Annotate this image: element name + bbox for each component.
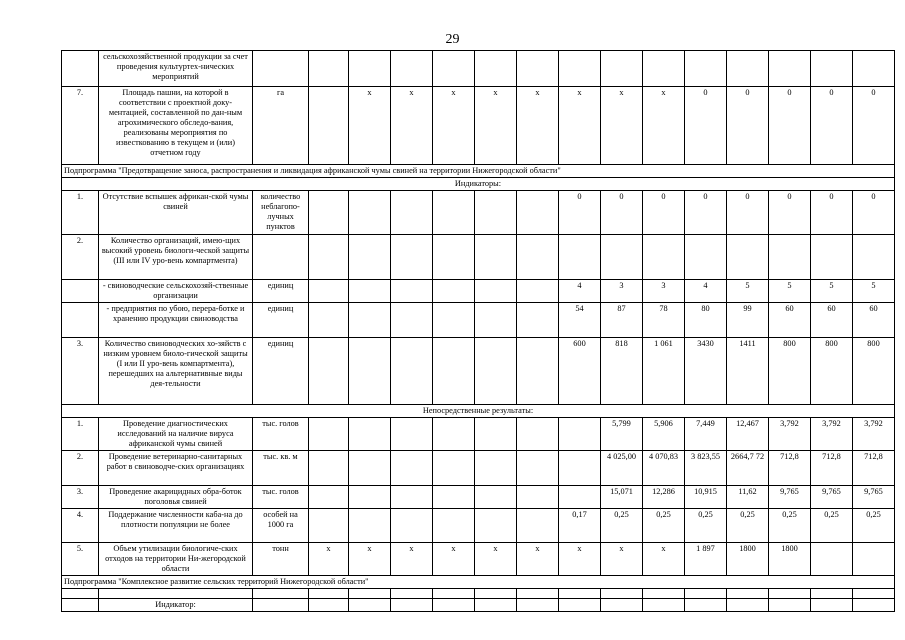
row-number-cell: 5. [62, 542, 99, 575]
value-cell: 712,8 [853, 450, 895, 485]
value-cell [685, 51, 727, 87]
indicator-name-cell: - свиноводческие сельскохозяй-ственные организации [99, 279, 253, 302]
value-cell: 1800 [727, 542, 769, 575]
value-cell: х [391, 542, 433, 575]
value-cell: х [349, 87, 391, 165]
value-cell [309, 508, 349, 542]
value-cell [475, 302, 517, 337]
value-cell: х [559, 87, 601, 165]
value-cell [309, 51, 349, 87]
value-cell: 0,25 [601, 508, 643, 542]
value-cell: 1 897 [685, 542, 727, 575]
value-cell [769, 598, 811, 611]
value-cell [309, 450, 349, 485]
value-cell [853, 51, 895, 87]
value-cell [685, 598, 727, 611]
value-cell: 9,765 [769, 485, 811, 508]
subprogram-heading: Подпрограмма "Предотвращение заноса, распространения и ликвидация африканской чумы свиней на территории Нижегородской области" [62, 165, 895, 178]
value-cell: 0 [811, 190, 853, 234]
value-cell: 0 [769, 190, 811, 234]
value-cell [811, 234, 853, 279]
value-cell [391, 485, 433, 508]
table-cell [853, 588, 895, 598]
value-cell: х [349, 542, 391, 575]
value-cell: 800 [811, 337, 853, 404]
value-cell [309, 234, 349, 279]
value-cell [349, 337, 391, 404]
indicator-name-cell: Проведение диагностических исследований на наличие вируса африканской чумы свиней [99, 417, 253, 450]
unit-cell: га [253, 87, 309, 165]
value-cell [853, 542, 895, 575]
value-cell [309, 279, 349, 302]
value-cell: 0,17 [559, 508, 601, 542]
indicator-name-cell: - предприятия по убою, перера-ботке и хранению продукции свиноводства [99, 302, 253, 337]
table-row [62, 279, 895, 302]
value-cell: 4 [685, 279, 727, 302]
table-cell [559, 588, 601, 598]
value-cell [433, 279, 475, 302]
value-cell [433, 337, 475, 404]
value-cell [601, 234, 643, 279]
value-cell [727, 234, 769, 279]
value-cell [811, 51, 853, 87]
value-cell: х [601, 542, 643, 575]
value-cell [853, 234, 895, 279]
value-cell [643, 234, 685, 279]
value-cell [517, 190, 559, 234]
table-cell [391, 588, 433, 598]
value-cell: 0 [769, 87, 811, 165]
table-cell [309, 588, 349, 598]
section-heading: Индикаторы: [62, 177, 895, 190]
value-cell: 0,25 [643, 508, 685, 542]
value-cell: 0,25 [685, 508, 727, 542]
value-cell [475, 337, 517, 404]
unit-cell: особей на 1000 га [253, 508, 309, 542]
table-row [62, 508, 895, 542]
value-cell: 3,792 [853, 417, 895, 450]
value-cell: 80 [685, 302, 727, 337]
table-cell [811, 588, 853, 598]
value-cell: 800 [769, 337, 811, 404]
value-cell: х [559, 542, 601, 575]
value-cell [391, 598, 433, 611]
value-cell [559, 417, 601, 450]
value-cell [517, 234, 559, 279]
indicator-name-cell: Отсутствие вспышек африкан-ской чумы свиней [99, 190, 253, 234]
value-cell [433, 485, 475, 508]
value-cell: 60 [853, 302, 895, 337]
value-cell: 4 [559, 279, 601, 302]
value-cell [433, 190, 475, 234]
value-cell: 12,467 [727, 417, 769, 450]
value-cell [349, 51, 391, 87]
value-cell: 712,8 [769, 450, 811, 485]
value-cell [517, 450, 559, 485]
value-cell: 712,8 [811, 450, 853, 485]
value-cell [433, 234, 475, 279]
value-cell [391, 337, 433, 404]
value-cell [475, 190, 517, 234]
value-cell [309, 190, 349, 234]
value-cell: х [433, 87, 475, 165]
value-cell: 11,62 [727, 485, 769, 508]
value-cell: 600 [559, 337, 601, 404]
value-cell: 99 [727, 302, 769, 337]
table-row [62, 302, 895, 337]
value-cell: 3 [643, 279, 685, 302]
subprogram-heading: Подпрограмма "Комплексное развитие сельских территорий Нижегородской области" [62, 575, 895, 588]
value-cell [433, 51, 475, 87]
value-cell: 818 [601, 337, 643, 404]
value-cell [349, 279, 391, 302]
table-row [62, 337, 895, 404]
value-cell: 0 [685, 87, 727, 165]
value-cell: 0,25 [769, 508, 811, 542]
row-number-cell [62, 51, 99, 87]
indicator-name-cell: Количество организаций, имею-щих высокий уровень биологи-ческой защиты (III или IV уро-вень компартмента) [99, 234, 253, 279]
value-cell [727, 598, 769, 611]
table-row [62, 87, 895, 165]
value-cell [517, 279, 559, 302]
value-cell: 0 [643, 190, 685, 234]
value-cell: х [643, 542, 685, 575]
value-cell [349, 508, 391, 542]
value-cell: 9,765 [853, 485, 895, 508]
value-cell: 5 [811, 279, 853, 302]
value-cell [559, 450, 601, 485]
table-row [62, 190, 895, 234]
value-cell: х [643, 87, 685, 165]
value-cell: 60 [769, 302, 811, 337]
value-cell: 0 [811, 87, 853, 165]
indicator-name-cell: Индикатор: [99, 598, 253, 611]
indicator-name-cell: Количество свиноводческих хо-зяйств с низким уровнем биоло-гической защиты (I или II уро-вень компартмента), перешедших на альтернативные виды дея-тельности [99, 337, 253, 404]
value-cell [391, 508, 433, 542]
unit-cell: тыс. голов [253, 485, 309, 508]
value-cell: х [309, 542, 349, 575]
value-cell [517, 598, 559, 611]
value-cell: 0 [601, 190, 643, 234]
table-cell [99, 588, 253, 598]
value-cell [309, 87, 349, 165]
value-cell [601, 598, 643, 611]
value-cell [349, 598, 391, 611]
table-cell [433, 588, 475, 598]
row-number-cell: 2. [62, 234, 99, 279]
value-cell [517, 485, 559, 508]
indicator-name-cell: Поддержание численности каба-на до плотности популяции не более [99, 508, 253, 542]
value-cell: 5,906 [643, 417, 685, 450]
table-cell [601, 588, 643, 598]
value-cell [727, 51, 769, 87]
table-cell [517, 588, 559, 598]
value-cell [391, 302, 433, 337]
value-cell: 0 [853, 190, 895, 234]
value-cell [309, 485, 349, 508]
value-cell: 5 [727, 279, 769, 302]
table-cell [62, 588, 99, 598]
value-cell: 0 [727, 190, 769, 234]
value-cell: 1 061 [643, 337, 685, 404]
unit-cell: количество неблагопо-лучных пунктов [253, 190, 309, 234]
table-row [62, 598, 895, 611]
table-row [62, 588, 895, 598]
value-cell: 3 823,55 [685, 450, 727, 485]
row-number-cell: 7. [62, 87, 99, 165]
value-cell [349, 417, 391, 450]
value-cell [475, 485, 517, 508]
indicator-name-cell: Площадь пашни, на которой в соответствии с проектной доку-ментацией, составленной по дан-ным агрохимического обследо-вания, реализованы мероприятия по известкованию в текущем и (или) отчетном году [99, 87, 253, 165]
value-cell: 4 025,00 [601, 450, 643, 485]
value-cell [517, 337, 559, 404]
value-cell: 15,071 [601, 485, 643, 508]
row-number-cell [62, 598, 99, 611]
row-number-cell: 4. [62, 508, 99, 542]
value-cell: 0,25 [811, 508, 853, 542]
value-cell [853, 598, 895, 611]
table-row [62, 417, 895, 450]
value-cell: 7,449 [685, 417, 727, 450]
value-cell: х [475, 87, 517, 165]
value-cell: 54 [559, 302, 601, 337]
value-cell [559, 485, 601, 508]
row-number-cell: 3. [62, 485, 99, 508]
section-heading: Непосредственные результаты: [62, 404, 895, 417]
value-cell [391, 51, 433, 87]
value-cell: 5,799 [601, 417, 643, 450]
row-number-cell [62, 279, 99, 302]
value-cell: 12,286 [643, 485, 685, 508]
value-cell [811, 542, 853, 575]
value-cell [433, 598, 475, 611]
table-cell [475, 588, 517, 598]
value-cell [349, 485, 391, 508]
row-number-cell: 2. [62, 450, 99, 485]
value-cell [517, 508, 559, 542]
unit-cell [253, 598, 309, 611]
table-cell [769, 588, 811, 598]
value-cell [433, 417, 475, 450]
table-row [62, 450, 895, 485]
value-cell: х [601, 87, 643, 165]
value-cell: х [517, 542, 559, 575]
value-cell: 87 [601, 302, 643, 337]
value-cell [811, 598, 853, 611]
table-cell [685, 588, 727, 598]
value-cell [349, 234, 391, 279]
value-cell: х [433, 542, 475, 575]
unit-cell [253, 51, 309, 87]
value-cell: 0 [727, 87, 769, 165]
value-cell [475, 51, 517, 87]
value-cell [517, 302, 559, 337]
value-cell: 1411 [727, 337, 769, 404]
value-cell: 9,765 [811, 485, 853, 508]
value-cell: 5 [853, 279, 895, 302]
value-cell: х [391, 87, 433, 165]
unit-cell: тыс. голов [253, 417, 309, 450]
value-cell: 3,792 [811, 417, 853, 450]
indicator-name-cell: Объем утилизации биологиче-ских отходов на территории Ни-жегородской области [99, 542, 253, 575]
value-cell [769, 234, 811, 279]
value-cell [559, 598, 601, 611]
value-cell [475, 234, 517, 279]
unit-cell: единиц [253, 302, 309, 337]
unit-cell [253, 234, 309, 279]
table-cell [349, 588, 391, 598]
table-row [62, 542, 895, 575]
value-cell [349, 302, 391, 337]
value-cell [517, 51, 559, 87]
value-cell [643, 51, 685, 87]
value-cell [391, 234, 433, 279]
value-cell [559, 234, 601, 279]
value-cell [433, 508, 475, 542]
value-cell [349, 450, 391, 485]
table-cell [727, 588, 769, 598]
indicator-name-cell: Проведение акарицидных обра-боток поголовья свиней [99, 485, 253, 508]
table-cell [253, 588, 309, 598]
value-cell: 4 070,83 [643, 450, 685, 485]
value-cell: 78 [643, 302, 685, 337]
row-number-cell: 3. [62, 337, 99, 404]
unit-cell: тонн [253, 542, 309, 575]
value-cell: 3 [601, 279, 643, 302]
value-cell: 0 [559, 190, 601, 234]
value-cell [475, 279, 517, 302]
value-cell: 0 [853, 87, 895, 165]
value-cell [349, 190, 391, 234]
value-cell [475, 417, 517, 450]
value-cell [309, 598, 349, 611]
value-cell [475, 450, 517, 485]
table-row [62, 404, 895, 417]
value-cell [433, 450, 475, 485]
value-cell: 3430 [685, 337, 727, 404]
value-cell [391, 190, 433, 234]
value-cell [685, 234, 727, 279]
table-row [62, 575, 895, 588]
value-cell [769, 51, 811, 87]
value-cell: 60 [811, 302, 853, 337]
value-cell: х [475, 542, 517, 575]
value-cell [309, 302, 349, 337]
table-row [62, 51, 895, 87]
value-cell: 0,25 [727, 508, 769, 542]
indicator-name-cell: Проведение ветеринарно-санитарных работ в свиноводче-ских организациях [99, 450, 253, 485]
value-cell [643, 598, 685, 611]
page-number: 29 [445, 32, 460, 47]
row-number-cell: 1. [62, 190, 99, 234]
value-cell: 10,915 [685, 485, 727, 508]
table-row [62, 165, 895, 178]
table-row [62, 177, 895, 190]
value-cell [475, 598, 517, 611]
value-cell [601, 51, 643, 87]
value-cell [475, 508, 517, 542]
value-cell: 0,25 [853, 508, 895, 542]
value-cell: 2664,7 72 [727, 450, 769, 485]
value-cell [433, 302, 475, 337]
table-cell [643, 588, 685, 598]
value-cell: 800 [853, 337, 895, 404]
value-cell: 0 [685, 190, 727, 234]
value-cell: 1800 [769, 542, 811, 575]
unit-cell: тыс. кв. м [253, 450, 309, 485]
indicator-name-cell: сельскохозяйственной продукции за счет проведения культуртех-нических мероприятий [99, 51, 253, 87]
unit-cell: единиц [253, 337, 309, 404]
value-cell [517, 417, 559, 450]
value-cell [559, 51, 601, 87]
row-number-cell [62, 302, 99, 337]
value-cell [391, 279, 433, 302]
row-number-cell: 1. [62, 417, 99, 450]
indicators-table [61, 50, 895, 612]
value-cell: 3,792 [769, 417, 811, 450]
value-cell: х [517, 87, 559, 165]
value-cell [309, 417, 349, 450]
table-row [62, 485, 895, 508]
value-cell: 5 [769, 279, 811, 302]
table-row [62, 234, 895, 279]
value-cell [391, 417, 433, 450]
value-cell [391, 450, 433, 485]
value-cell [309, 337, 349, 404]
unit-cell: единиц [253, 279, 309, 302]
